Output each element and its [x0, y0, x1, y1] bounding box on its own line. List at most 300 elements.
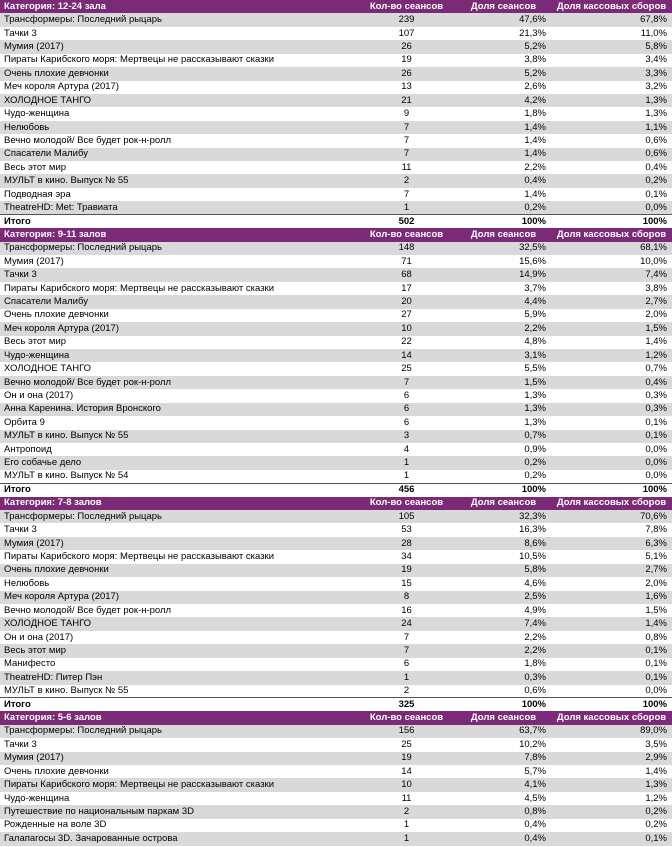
film-title: Подводная эра — [4, 188, 71, 200]
sessions-count: 7 — [403, 631, 410, 643]
share-sessions: 1,8% — [524, 658, 546, 670]
table-row — [0, 201, 672, 214]
share-box-office: 3,4% — [645, 54, 667, 66]
share-box-office: 5,1% — [645, 551, 667, 562]
table-row — [0, 617, 672, 630]
sessions-count: 68 — [357, 268, 456, 281]
col-header-sessions: Кол-во сеансов — [357, 228, 456, 241]
category-title: Категория: 7-8 залов — [0, 497, 357, 510]
film-title: Мумия (2017) — [0, 537, 357, 550]
col-header-share-box: Доля кассовых сборов — [551, 711, 672, 724]
category-header — [0, 711, 672, 724]
table-row — [0, 819, 672, 832]
share-sessions: 0,4% — [456, 832, 551, 845]
share-sessions: 21,3% — [519, 27, 546, 39]
share-box-office: 5,8% — [551, 40, 672, 53]
sessions-count: 7 — [357, 121, 456, 134]
table-row — [0, 510, 672, 523]
film-title: Антропоид — [4, 443, 52, 455]
table-row — [0, 148, 672, 161]
share-sessions: 0,9% — [524, 443, 546, 455]
share-sessions: 5,2% — [456, 67, 551, 80]
film-title: Трансформеры: Последний рыцарь — [0, 510, 357, 523]
total-sessions: 456 — [357, 483, 456, 496]
category-title: Категория: 5-6 залов — [0, 711, 357, 724]
col-header-share-sessions: Доля сеансов — [456, 0, 551, 13]
sessions-count: 7 — [357, 376, 456, 389]
total-share-sessions: 100% — [456, 215, 551, 228]
table-row — [0, 161, 672, 174]
share-box-office: 0,2% — [645, 819, 667, 831]
share-sessions: 3,7% — [524, 282, 546, 294]
table-row — [0, 765, 672, 778]
share-sessions: 0,4% — [524, 819, 546, 831]
share-sessions: 1,8% — [524, 108, 546, 120]
table-row — [0, 443, 672, 456]
share-sessions: 32,3% — [456, 510, 551, 523]
share-sessions: 3,1% — [456, 349, 551, 362]
share-box-office: 1,5% — [551, 322, 672, 335]
table-row — [0, 550, 672, 563]
film-title: Трансформеры: Последний рыцарь — [0, 725, 357, 738]
sessions-count: 107 — [398, 27, 415, 39]
sessions-count: 105 — [357, 510, 456, 523]
film-title: Весь этот мир — [4, 161, 67, 173]
share-box-office: 10,0% — [640, 255, 667, 267]
share-box-office: 0,0% — [645, 684, 667, 696]
table-row — [0, 81, 672, 94]
sessions-count: 3 — [357, 430, 456, 443]
sessions-count: 1 — [357, 671, 456, 684]
share-box-office: 1,5% — [645, 604, 667, 616]
share-sessions: 1,3% — [524, 416, 546, 428]
film-title: Меч короля Артура (2017) — [0, 322, 357, 335]
film-title: ХОЛОДНОЕ ТАНГО — [0, 617, 357, 630]
total-share-sessions: 100% — [456, 698, 551, 711]
share-sessions: 2,2% — [456, 644, 551, 657]
share-box-office: 0,6% — [645, 134, 667, 146]
total-row — [0, 215, 672, 228]
share-sessions: 2,5% — [456, 591, 551, 604]
col-header-share-sessions: Доля сеансов — [456, 497, 551, 510]
film-title: Галапагосы 3D. Зачарованные острова — [0, 832, 357, 845]
total-row — [0, 698, 672, 711]
film-title: Орбита 9 — [4, 416, 45, 428]
table-row — [0, 470, 672, 483]
total-label: Итого — [0, 483, 357, 496]
film-title: Мумия (2017) — [4, 255, 64, 267]
share-box-office: 70,6% — [551, 510, 672, 523]
total-share-box-office: 100% — [551, 215, 672, 228]
share-sessions: 0,4% — [456, 174, 551, 187]
table-row — [0, 13, 672, 26]
table-row — [0, 778, 672, 791]
sessions-count: 7 — [403, 188, 410, 200]
share-sessions: 14,9% — [456, 268, 551, 281]
sessions-count: 156 — [357, 725, 456, 738]
film-title: Спасатели Малибу — [0, 148, 357, 161]
table-row — [0, 685, 672, 698]
total-share-box-office: 100% — [551, 698, 672, 711]
table-row — [0, 188, 672, 201]
film-title: Он и она (2017) — [4, 389, 74, 401]
total-share-sessions: 100% — [456, 483, 551, 496]
sessions-count: 13 — [401, 81, 412, 93]
sessions-count: 34 — [401, 551, 412, 562]
film-title: Рожденные на воле 3D — [4, 819, 107, 831]
sessions-count: 1 — [357, 201, 456, 214]
total-sessions: 502 — [357, 215, 456, 228]
sessions-count: 27 — [401, 309, 412, 321]
share-box-office: 0,1% — [551, 430, 672, 443]
share-box-office: 7,4% — [551, 268, 672, 281]
share-sessions: 1,4% — [456, 121, 551, 134]
sessions-count: 148 — [357, 242, 456, 255]
share-box-office: 1,6% — [551, 591, 672, 604]
sessions-count: 26 — [357, 40, 456, 53]
film-title: Вечно молодой/ Все будет рок-н-ролл — [4, 604, 172, 616]
share-sessions: 0,2% — [524, 470, 546, 482]
sessions-count: 25 — [401, 738, 412, 750]
sessions-count: 28 — [357, 537, 456, 550]
table-row — [0, 792, 672, 805]
film-title: Его собачье дело — [0, 456, 357, 469]
share-box-office: 0,1% — [551, 644, 672, 657]
film-title: Тачки 3 — [0, 268, 357, 281]
table-row — [0, 107, 672, 120]
film-title: Пираты Карибского моря: Мертвецы не рассказывают сказки — [0, 778, 357, 791]
film-title: Чудо-женщина — [4, 792, 70, 804]
share-box-office: 3,8% — [645, 282, 667, 294]
share-box-office: 0,0% — [645, 470, 667, 482]
film-title: Очень плохие девчонки — [0, 564, 357, 577]
film-title: Пираты Карибского моря: Мертвецы не рассказывают сказки — [4, 282, 275, 294]
film-title: Спасатели Малибу — [0, 295, 357, 308]
share-sessions: 10,2% — [519, 738, 546, 750]
category-header — [0, 0, 672, 13]
table-row — [0, 430, 672, 443]
table-row — [0, 362, 672, 375]
film-title: МУЛЬТ в кино. Выпуск № 55 — [4, 684, 129, 696]
sessions-count: 11 — [401, 161, 412, 173]
sessions-count: 14 — [357, 349, 456, 362]
share-sessions: 4,8% — [524, 336, 546, 348]
sessions-count: 239 — [357, 13, 456, 26]
share-box-office: 2,0% — [645, 309, 667, 321]
sessions-count: 71 — [401, 255, 412, 267]
col-header-sessions: Кол-во сеансов — [357, 497, 456, 510]
sessions-count: 11 — [401, 792, 412, 804]
share-box-office: 2,7% — [551, 564, 672, 577]
share-box-office: 0,2% — [551, 805, 672, 818]
total-label: Итого — [0, 215, 357, 228]
share-box-office: 0,1% — [645, 416, 667, 428]
share-box-office: 0,3% — [645, 389, 667, 401]
table-row — [0, 295, 672, 308]
col-header-share-box: Доля кассовых сборов — [551, 497, 672, 510]
sessions-count: 6 — [403, 416, 410, 428]
sessions-count: 26 — [357, 67, 456, 80]
share-sessions: 5,8% — [456, 564, 551, 577]
film-title: Пираты Карибского моря: Мертвецы не рассказывают сказки — [4, 54, 275, 66]
share-sessions: 2,2% — [456, 322, 551, 335]
share-sessions: 7,8% — [456, 752, 551, 765]
table-row — [0, 242, 672, 255]
category-title: Категория: 12-24 зала — [0, 0, 357, 13]
sessions-count: 1 — [357, 456, 456, 469]
total-row — [0, 483, 672, 496]
sessions-count: 2 — [357, 805, 456, 818]
table-row — [0, 805, 672, 818]
film-title: ХОЛОДНОЕ ТАНГО — [0, 94, 357, 107]
share-box-office: 7,8% — [645, 524, 667, 536]
share-box-office: 0,7% — [645, 363, 667, 375]
table-row — [0, 564, 672, 577]
share-sessions: 5,5% — [524, 363, 546, 375]
share-box-office: 1,2% — [551, 349, 672, 362]
share-sessions: 4,6% — [524, 577, 546, 589]
share-box-office: 1,4% — [645, 765, 667, 777]
sessions-count: 1 — [357, 832, 456, 845]
share-sessions: 1,4% — [524, 134, 546, 146]
share-box-office: 2,9% — [551, 752, 672, 765]
table-row — [0, 604, 672, 617]
film-title: ХОЛОДНОЕ ТАНГО — [4, 363, 92, 375]
share-box-office: 67,8% — [551, 13, 672, 26]
share-box-office: 1,3% — [551, 94, 672, 107]
film-title: Тачки 3 — [4, 738, 37, 750]
col-header-sessions: Кол-во сеансов — [357, 711, 456, 724]
share-sessions: 1,3% — [524, 389, 546, 401]
table-row — [0, 349, 672, 362]
share-sessions: 0,7% — [456, 430, 551, 443]
sessions-count: 19 — [357, 564, 456, 577]
sessions-count: 16 — [401, 604, 412, 616]
film-title: Тачки 3 — [4, 27, 37, 39]
film-title: Вечно молодой/ Все будет рок-н-ролл — [0, 376, 357, 389]
share-sessions: 4,1% — [456, 778, 551, 791]
table-row — [0, 644, 672, 657]
sessions-count: 2 — [403, 684, 410, 696]
share-sessions: 0,8% — [456, 805, 551, 818]
share-box-office: 0,6% — [551, 148, 672, 161]
table-row — [0, 174, 672, 187]
film-title: Меч короля Артура (2017) — [0, 591, 357, 604]
sessions-count: 15 — [401, 577, 412, 589]
share-box-office: 1,1% — [551, 121, 672, 134]
share-sessions: 7,4% — [456, 617, 551, 630]
table-row — [0, 389, 672, 402]
share-sessions: 0,2% — [456, 456, 551, 469]
share-box-office: 0,1% — [645, 658, 667, 670]
film-title: Чудо-женщина — [4, 108, 70, 120]
film-title: Весь этот мир — [4, 336, 67, 348]
col-header-share-box: Доля кассовых сборов — [551, 0, 672, 13]
table-row — [0, 268, 672, 281]
share-box-office: 2,7% — [551, 295, 672, 308]
table-row — [0, 523, 672, 536]
total-label: Итого — [0, 698, 357, 711]
share-box-office: 3,3% — [551, 67, 672, 80]
sessions-count: 4 — [403, 443, 410, 455]
share-box-office: 3,2% — [645, 81, 667, 93]
share-box-office: 11,0% — [640, 27, 667, 39]
film-title: TheatreHD: Met: Травиата — [0, 201, 357, 214]
sessions-count: 17 — [401, 282, 412, 294]
sessions-count: 20 — [357, 295, 456, 308]
film-title: МУЛЬТ в кино. Выпуск № 55 — [0, 174, 357, 187]
col-header-share-sessions: Доля сеансов — [456, 228, 551, 241]
share-box-office: 1,2% — [645, 792, 667, 804]
film-title: TheatreHD: Питер Пэн — [0, 671, 357, 684]
share-sessions: 0,3% — [456, 671, 551, 684]
table-row — [0, 456, 672, 469]
table-row — [0, 725, 672, 738]
share-sessions: 1,5% — [456, 376, 551, 389]
share-sessions: 8,6% — [456, 537, 551, 550]
share-sessions: 0,6% — [524, 684, 546, 696]
sessions-count: 7 — [357, 148, 456, 161]
share-sessions: 2,6% — [524, 81, 546, 93]
table-row — [0, 67, 672, 80]
table-row — [0, 309, 672, 322]
share-box-office: 89,0% — [551, 725, 672, 738]
share-sessions: 1,4% — [456, 148, 551, 161]
sessions-count: 8 — [357, 591, 456, 604]
table-row — [0, 94, 672, 107]
film-title: Путешествие по национальным паркам 3D — [0, 805, 357, 818]
sessions-count: 14 — [401, 765, 412, 777]
film-title: Нелюбовь — [0, 121, 357, 134]
film-title: Очень плохие девчонки — [0, 67, 357, 80]
share-sessions: 2,2% — [524, 631, 546, 643]
share-sessions: 2,2% — [524, 161, 546, 173]
table-row — [0, 671, 672, 684]
sessions-count: 2 — [357, 174, 456, 187]
sessions-count: 21 — [357, 94, 456, 107]
table-row — [0, 282, 672, 295]
share-sessions: 15,6% — [519, 255, 546, 267]
table-row — [0, 752, 672, 765]
share-box-office: 2,0% — [645, 577, 667, 589]
table-row — [0, 537, 672, 550]
share-box-office: 1,4% — [551, 617, 672, 630]
share-box-office: 1,3% — [645, 108, 667, 120]
sessions-count: 6 — [357, 403, 456, 416]
sessions-count: 53 — [401, 524, 412, 536]
col-header-share-box: Доля кассовых сборов — [551, 228, 672, 241]
share-box-office: 0,0% — [645, 443, 667, 455]
table-row — [0, 27, 672, 40]
table-row — [0, 134, 672, 147]
sessions-count: 7 — [357, 644, 456, 657]
table-row — [0, 336, 672, 349]
share-sessions: 0,2% — [456, 201, 551, 214]
col-header-share-sessions: Доля сеансов — [456, 711, 551, 724]
film-title: МУЛЬТ в кино. Выпуск № 55 — [0, 430, 357, 443]
film-title: Мумия (2017) — [0, 40, 357, 53]
share-sessions: 4,4% — [456, 295, 551, 308]
share-sessions: 63,7% — [456, 725, 551, 738]
table-row — [0, 54, 672, 67]
film-title: Он и она (2017) — [4, 631, 74, 643]
sessions-count: 10 — [357, 322, 456, 335]
film-title: Трансформеры: Последний рыцарь — [0, 13, 357, 26]
film-title: Меч короля Артура (2017) — [4, 81, 119, 93]
film-title: Пираты Карибского моря: Мертвецы не рассказывают сказки — [4, 551, 275, 562]
table-row — [0, 322, 672, 335]
share-box-office: 0,3% — [551, 403, 672, 416]
table-row — [0, 40, 672, 53]
film-title: Очень плохие девчонки — [4, 765, 109, 777]
share-box-office: 0,4% — [645, 161, 667, 173]
sessions-count: 1 — [403, 470, 410, 482]
share-sessions: 1,3% — [456, 403, 551, 416]
share-box-office: 0,0% — [551, 456, 672, 469]
share-box-office: 6,3% — [551, 537, 672, 550]
table-row — [0, 738, 672, 751]
table-row — [0, 658, 672, 671]
share-sessions: 4,9% — [524, 604, 546, 616]
category-header — [0, 497, 672, 510]
film-title: Манифесто — [4, 658, 56, 670]
total-sessions: 325 — [357, 698, 456, 711]
sessions-count: 1 — [403, 819, 410, 831]
share-box-office: 0,0% — [551, 201, 672, 214]
share-sessions: 5,9% — [524, 309, 546, 321]
share-sessions: 4,5% — [524, 792, 546, 804]
share-sessions: 16,3% — [519, 524, 546, 536]
share-sessions: 4,2% — [456, 94, 551, 107]
sessions-count: 6 — [403, 389, 410, 401]
category-title: Категория: 9-11 залов — [0, 228, 357, 241]
col-header-sessions: Кол-во сеансов — [357, 0, 456, 13]
table-row — [0, 416, 672, 429]
table-row — [0, 591, 672, 604]
share-box-office: 0,2% — [551, 174, 672, 187]
share-box-office: 1,4% — [645, 336, 667, 348]
share-sessions: 1,4% — [524, 188, 546, 200]
sessions-count: 19 — [357, 752, 456, 765]
share-sessions: 5,2% — [456, 40, 551, 53]
table-row — [0, 121, 672, 134]
film-title: Весь этот мир — [0, 644, 357, 657]
category-header — [0, 228, 672, 241]
film-title: Вечно молодой/ Все будет рок-н-ролл — [4, 134, 172, 146]
share-sessions: 32,5% — [456, 242, 551, 255]
sessions-count: 22 — [401, 336, 412, 348]
film-title: Очень плохие девчонки — [4, 309, 109, 321]
share-sessions: 10,5% — [519, 551, 546, 562]
table-row — [0, 577, 672, 590]
film-title: Трансформеры: Последний рыцарь — [0, 242, 357, 255]
sessions-count: 6 — [403, 658, 410, 670]
table-row — [0, 376, 672, 389]
film-title: Нелюбовь — [4, 577, 50, 589]
sessions-count: 9 — [403, 108, 410, 120]
share-box-office: 0,1% — [645, 188, 667, 200]
share-box-office: 68,1% — [551, 242, 672, 255]
table-row — [0, 832, 672, 845]
table-row — [0, 631, 672, 644]
share-box-office: 0,1% — [551, 832, 672, 845]
film-title: Тачки 3 — [4, 524, 37, 536]
sessions-count: 19 — [401, 54, 412, 66]
share-box-office: 1,3% — [551, 778, 672, 791]
sessions-count: 24 — [357, 617, 456, 630]
share-box-office: 0,1% — [551, 671, 672, 684]
sessions-count: 7 — [403, 134, 410, 146]
